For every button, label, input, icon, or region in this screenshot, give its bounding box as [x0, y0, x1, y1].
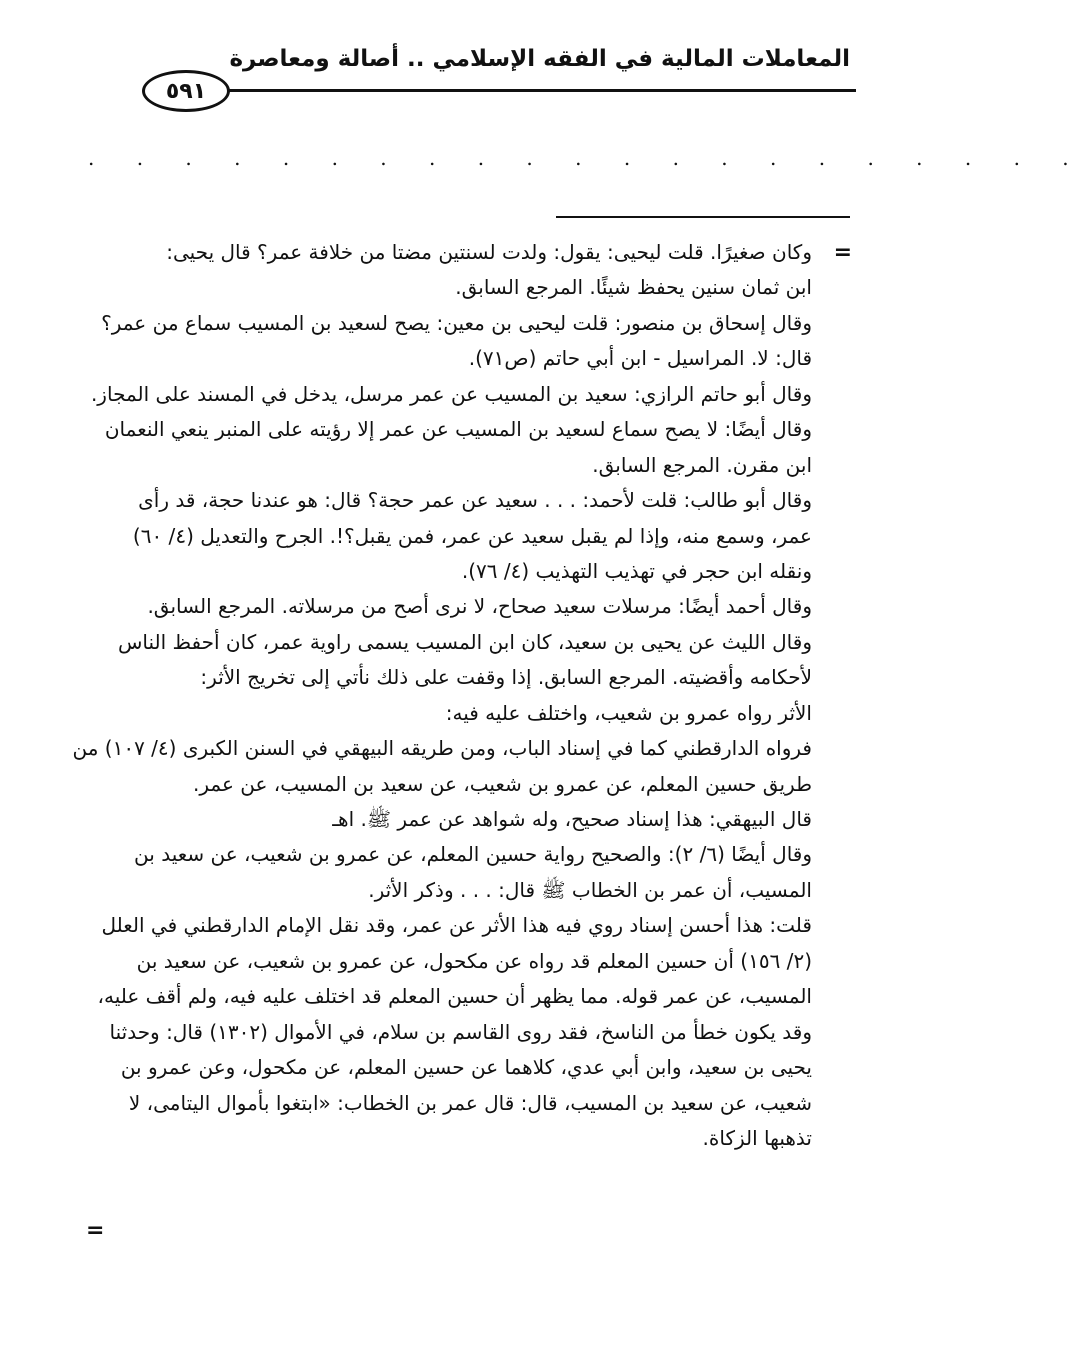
- footnote-line: ونقله ابن حجر في تهذيب التهذيب (٤/ ٧٦).: [461, 558, 812, 583]
- footnote-line: لأحكامه وأقضيته. المرجع السابق. إذا وقفت على ذلك نأتي إلى تخريج الأثر:: [200, 665, 812, 690]
- footnote-line: عمر، وسمع منه، وإذا لم يقبل سعيد عن عمر، فمن يقبل؟!. الجرح والتعديل (٤/ ٦٠): [132, 523, 812, 548]
- footnote-line: ابن مقرن. المرجع السابق.: [592, 452, 812, 477]
- footnote-continuation-start-mark: =: [833, 240, 852, 265]
- footnote-line: وقال إسحاق بن منصور: قلت ليحيى بن معين: يصح لسعيد بن المسيب سماع من عمر؟: [101, 310, 812, 335]
- footnote-line: وقال أبو حاتم الرازي: سعيد بن المسيب عن عمر مرسل، يدخل في المسند على المجاز.: [90, 381, 812, 406]
- footnote-body: [72, 235, 812, 1156]
- footnote-line: وقد يكون خطأ من الناسخ، فقد روى القاسم بن سلام، في الأموال (١٣٠٢) قال: وحدثنا: [109, 1019, 812, 1044]
- footnote-line: شعيب، عن سعيد بن المسيب، قال: قال عمر بن الخطاب: «ابتغوا بأموال اليتامى، لا: [128, 1090, 812, 1115]
- footnote-rule: [556, 216, 850, 218]
- footnote-line: وقال الليث عن يحيى بن سعيد، كان ابن المسيب يسمى راوية عمر، كان أحفظ الناس: [117, 629, 812, 654]
- footnote-line: ابن ثمان سنين يحفظ شيئًا. المرجع السابق.: [455, 275, 812, 300]
- footnote-line: المسيب، أن عمر بن الخطاب ﷺ قال: . . . وذكر الأثر.: [368, 877, 812, 902]
- header-rule: [218, 89, 856, 92]
- footnote-line: تذهبها الزكاة.: [702, 1125, 812, 1150]
- footnote-line: وقال أبو طالب: قلت لأحمد: . . . سعيد عن عمر حجة؟ قال: هو عندنا حجة، قد رأى: [138, 488, 812, 513]
- footnote-line: وكان صغيرًا. قلت ليحيى: يقول: ولدت لسنتين مضتا من خلافة عمر؟ قال يحيى:: [166, 240, 812, 264]
- omission-dots: . . . . . . . . . . . . . . . . . . . . .: [88, 146, 1087, 170]
- page-number: [142, 70, 230, 112]
- footnote-line: (٢/ ١٥٦) أن حسين المعلم قد رواه عن مكحول، عن عمرو بن شعيب، عن سعيد بن: [136, 948, 812, 973]
- footnote-line: قلت: هذا أحسن إسناد روي فيه هذا الأثر عن عمر، وقد نقل الإمام الدارقطني في العلل: [101, 913, 812, 938]
- running-title: المعاملات المالية في الفقه الإسلامي .. أصالة ومعاصرة: [229, 46, 850, 72]
- footnote-line: وقال أحمد أيضًا: مرسلات سعيد صحاح، لا نرى أصح من مرسلاته. المرجع السابق.: [147, 594, 812, 619]
- footnote-line: قال: لا. المراسيل - ابن أبي حاتم (ص٧١).: [468, 346, 812, 371]
- page-number-text: ٥٩١: [165, 78, 207, 104]
- footnote-continuation-end-mark: =: [86, 1218, 105, 1243]
- footnote-line: يحيى بن سعيد، وابن أبي عدي، كلاهما عن حسين المعلم، عن مكحول، وعن عمرو بن: [120, 1055, 812, 1080]
- footnote-line: طريق حسين المعلم، عن عمرو بن شعيب، عن سعيد بن المسيب، عن عمر.: [193, 771, 812, 796]
- footnote-line: المسيب، عن عمر قوله. مما يظهر أن حسين المعلم قد اختلف عليه فيه، ولم أقف عليه،: [97, 984, 812, 1009]
- footnote-line: الأثر رواه عمرو بن شعيب، واختلف عليه فيه:: [445, 700, 812, 725]
- footnote-line: فرواه الدارقطني كما في إسناد الباب، ومن طريقه البيهقي في السنن الكبرى (٤/ ١٠٧) من: [72, 736, 812, 761]
- footnote-line: قال البيهقي: هذا إسناد صحيح، وله شواهد عن عمر ﷺ. اهـ: [332, 807, 812, 831]
- footnote-line: وقال أيضًا (٦/ ٢): والصحيح رواية حسين المعلم، عن عمرو بن شعيب، عن سعيد بن: [134, 842, 812, 867]
- footnote-line: وقال أيضًا: لا يصح سماع لسعيد بن المسيب عن عمر إلا رؤيته على المنبر ينعي النعمان: [104, 417, 812, 442]
